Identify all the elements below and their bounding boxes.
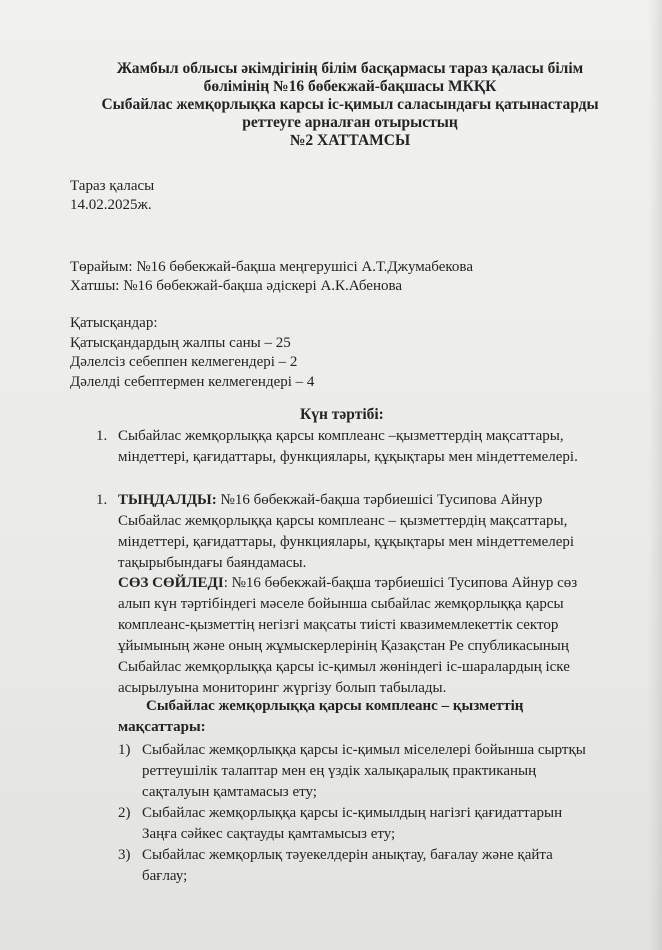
goal-item xyxy=(142,803,562,845)
heard-line-1: №16 бөбекжай-бақша тәрбиешісі Тусипова Айнур xyxy=(216,492,543,508)
secretary: Хатшы: №16 бөбекжай-бақша әдіскері А.К.Абенова xyxy=(70,278,403,294)
chair: Төрайым: №16 бөбекжай-бақша меңгерушісі А.Т.Джумабекова xyxy=(70,259,473,275)
agenda-item xyxy=(118,426,578,468)
agenda-item-line-1: Сыбайлас жемқорлыққа қарсы комплеанс –қызметтердің мақсаттары, xyxy=(118,428,564,444)
header-line-2: бөлімінің №16 бөбекжай-бақшасы МКҚК xyxy=(203,78,497,95)
attendance-block xyxy=(70,314,314,392)
attendance-absent-unexcused: Дәлелсіз себеппен келмегендері – 2 xyxy=(70,354,298,370)
goal-line: реттеушілік талаптар мен ең үздік халықаралық практиканың xyxy=(142,763,537,779)
agenda-title: Күн тәртібі: xyxy=(300,406,384,423)
goal-line: сақталуын қамтамасыз ету; xyxy=(142,784,317,800)
spoke-line-6: асырылуына мониторинг жүргізу болып табылады. xyxy=(118,680,447,696)
meta-block xyxy=(70,177,154,215)
heard-line-4: тақырыбындағы баяндамасы. xyxy=(118,555,307,571)
heard-number: 1. xyxy=(96,492,108,508)
heard-section xyxy=(118,490,574,574)
spoke-line-4: ұйымының және оның жұмыскерлерінің Қазақстан Ре спубликасының xyxy=(118,638,569,654)
attendance-total: Қатысқандардың жалпы саны – 25 xyxy=(70,334,291,351)
attendance-absent-excused: Дәлелді себептермен келмегендері – 4 xyxy=(70,373,315,390)
spoke-line-5: Сыбайлас жемқорлыққа қарсы іс-қимыл жөніндегі іс-шаралардың іске xyxy=(118,659,570,675)
document-header xyxy=(70,60,630,150)
spoke-line-3: комплеанс-қызметтің негізгі мақсаты тиісті квазимемлекеттік сектор xyxy=(118,617,559,633)
spoke-section xyxy=(118,573,577,699)
city: Тараз қаласы xyxy=(70,178,155,194)
heard-label: ТЫҢДАЛДЫ: xyxy=(118,492,217,508)
goal-line: Заңға сәйкес сақтауды қамтамысыз ету; xyxy=(142,826,396,842)
header-line-4: реттеуге арналған отырыстың xyxy=(242,114,458,131)
header-line-5: №2 ХАТТАМСЫ xyxy=(289,132,411,149)
goal-line: Сыбайлас жемқорлыққа қарсы іс-қимылдың нагізгі қағидаттарын xyxy=(142,805,563,821)
goal-number: 2) xyxy=(118,805,131,821)
goal-line: бағлау; xyxy=(142,868,188,884)
page-shadow xyxy=(648,0,662,950)
goals-title-line-2: мақсаттары: xyxy=(118,719,206,735)
goal-item xyxy=(142,740,586,803)
heard-line-3: міндеттері, қағидаттары, функциялары, құқықтары мен міндеттемелері xyxy=(118,534,575,550)
goal-number: 1) xyxy=(118,742,131,758)
agenda-item-number: 1. xyxy=(96,428,108,444)
spoke-label: СӨЗ СӨЙЛЕДІ xyxy=(118,575,224,591)
header-line-1: Жамбыл облысы әкімдігінің білім басқармасы тараз қаласы білім xyxy=(116,60,584,77)
spoke-line-2: алып күн тәртібіндегі мәселе бойынша сыбайлас жемқорлыққа қарсы xyxy=(118,596,564,612)
spoke-line-1: : №16 бөбекжай-бақша тәрбиешісі Тусипова Айнур сөз xyxy=(223,575,578,591)
goal-line: Сыбайлас жемқорлық тәуекелдерін анықтау, бағалау және қайта xyxy=(142,847,553,863)
date: 14.02.2025ж. xyxy=(70,197,152,213)
heard-line-2: Сыбайлас жемқорлыққа қарсы комплеанс – қызметтердің мақсаттары, xyxy=(118,513,568,529)
goals-title-line-1: Сыбайлас жемқорлыққа қарсы комплеанс – қызметтің xyxy=(146,698,524,714)
goals-title xyxy=(118,696,523,738)
attendance-heading: Қатысқандар: xyxy=(70,315,158,331)
header-line-3: Сыбайлас жемқорлықка карсы іс-қимыл саласындағы қатынастарды xyxy=(101,96,599,113)
goal-number: 3) xyxy=(118,847,131,863)
goal-line: Сыбайлас жемқорлыққа қарсы іс-қимыл міселелері бойынша сыртқы xyxy=(142,742,586,758)
agenda-item-line-2: міндеттері, қағидаттары, функциялары, құқықтары мен міндеттемелері. xyxy=(118,449,578,465)
roles-block xyxy=(70,258,473,296)
goal-item xyxy=(142,845,553,887)
